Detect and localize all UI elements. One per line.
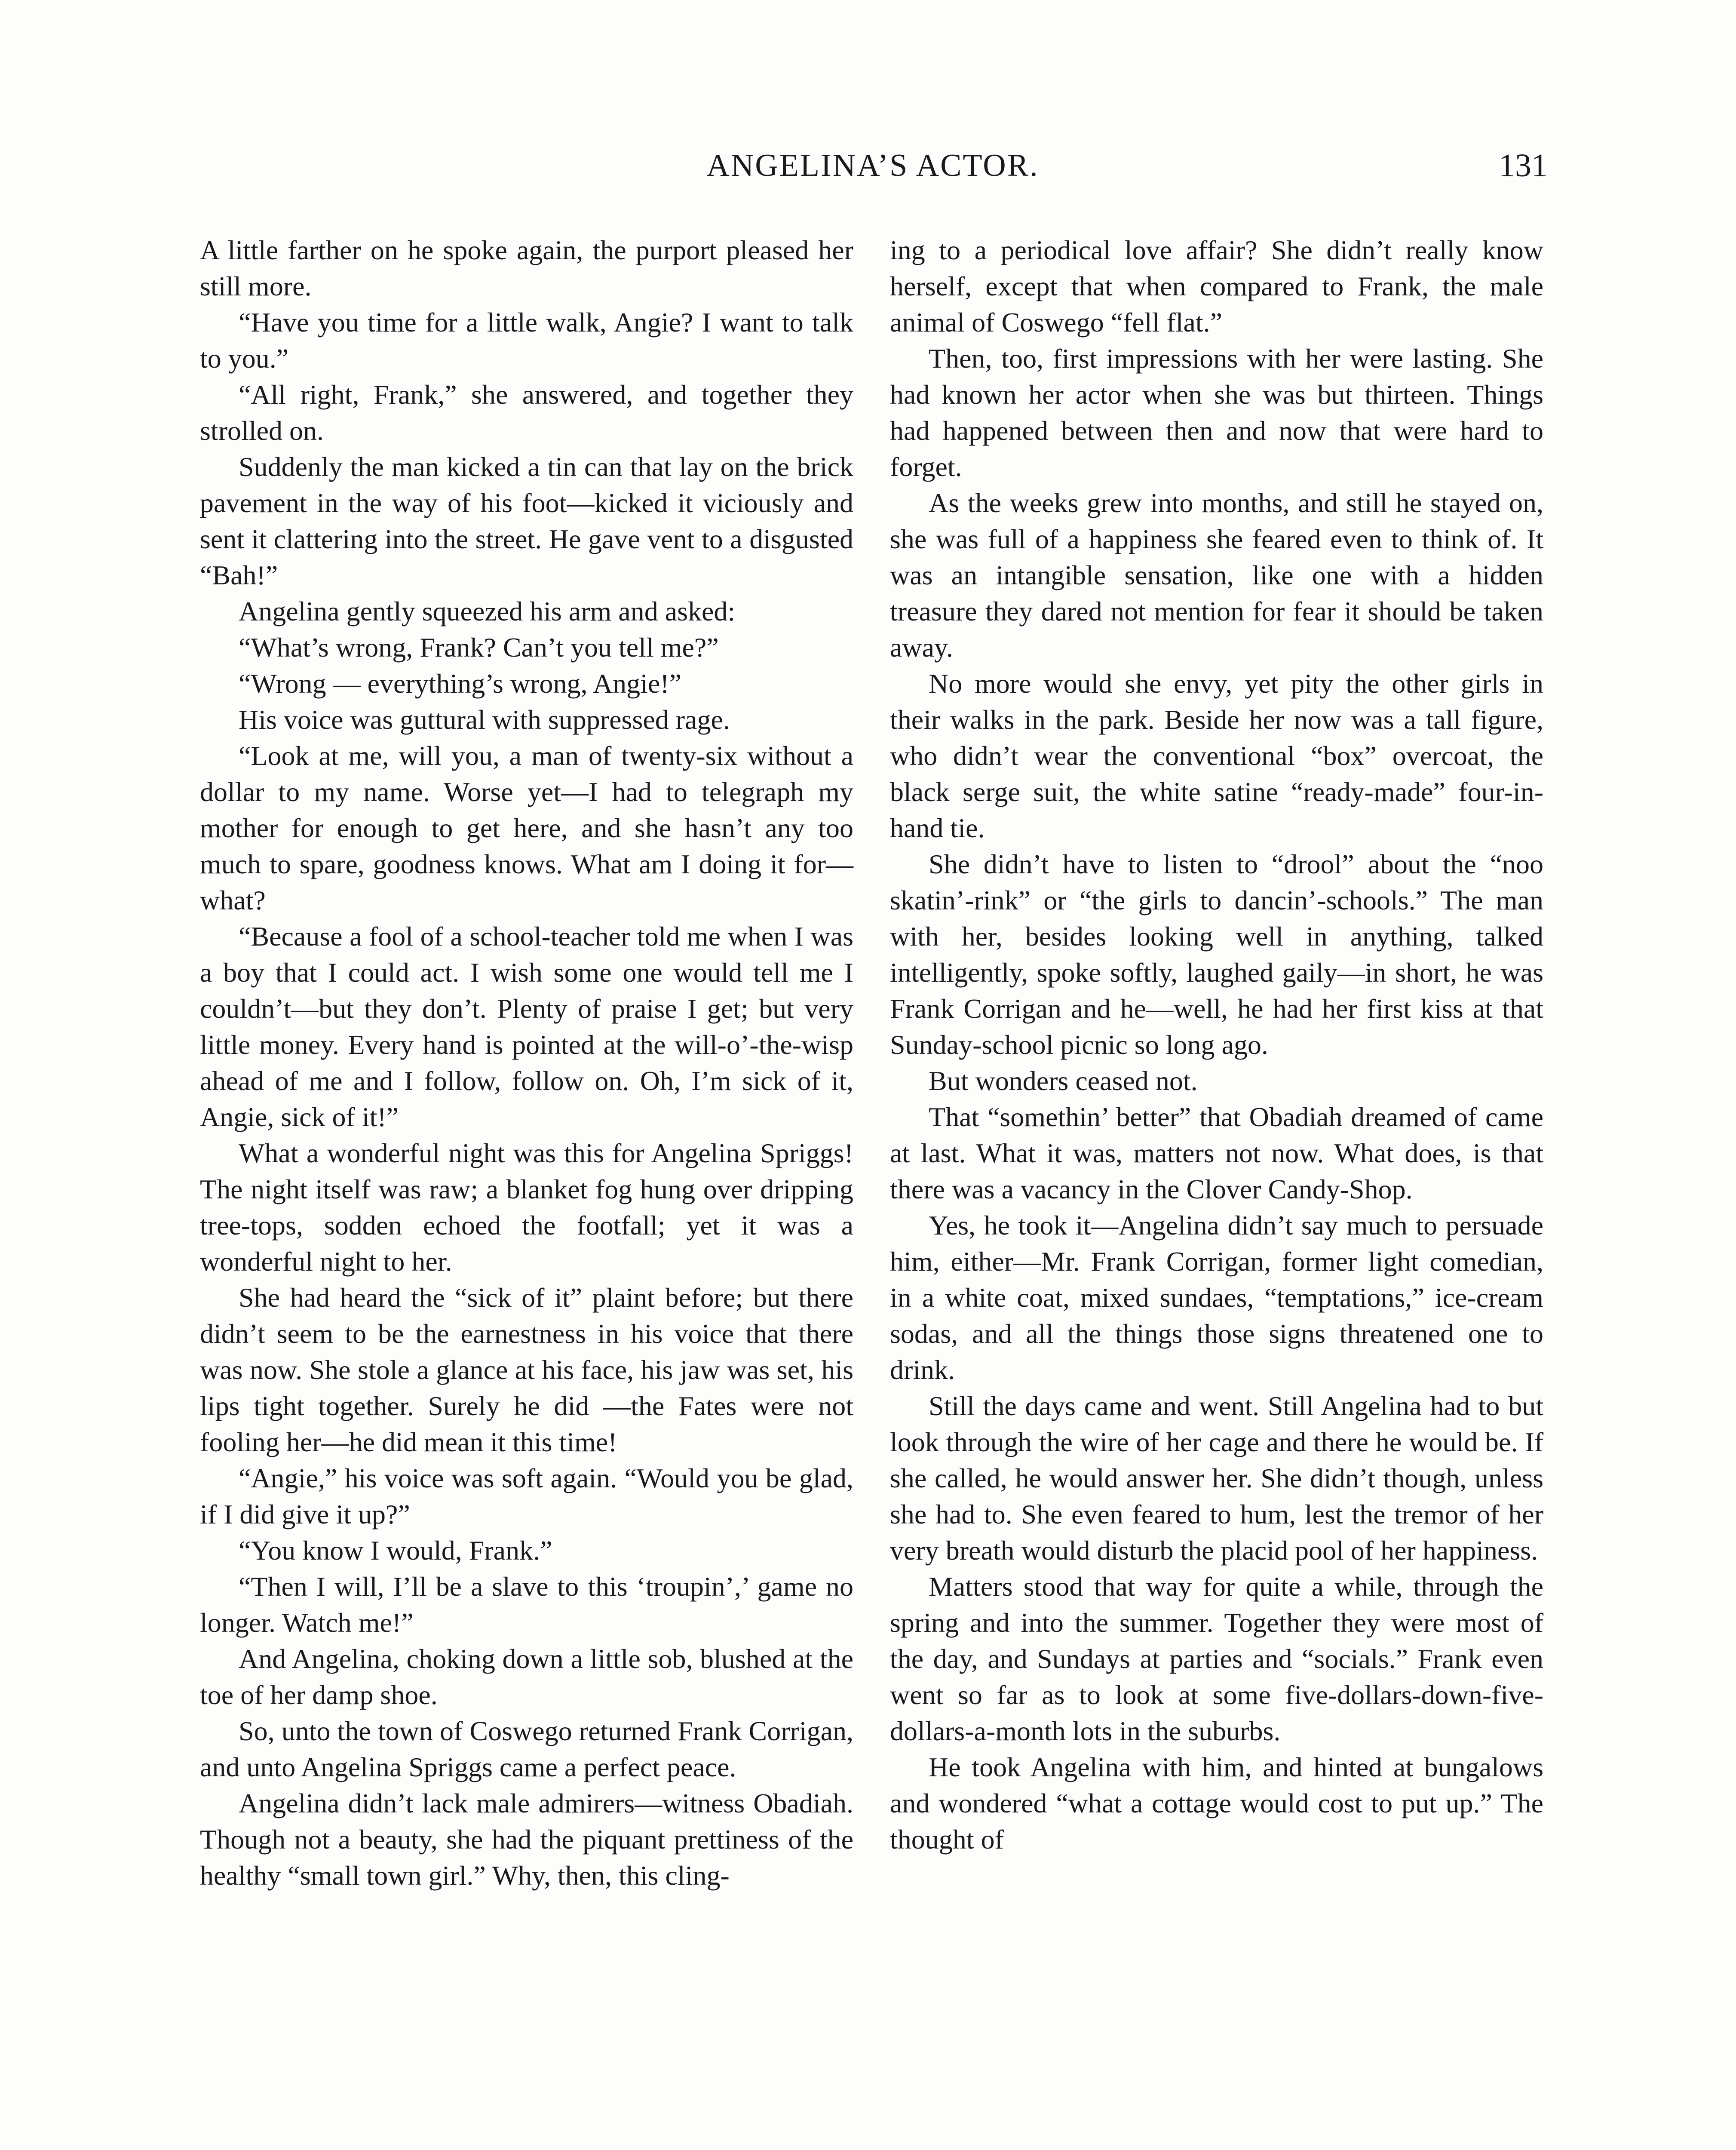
paragraph: As the weeks grew into months, and still he stayed on, she was full of a happiness she feared even to think of. It was an intangible sensation, like one with a hidden treasure they dared not mention for fear it should be taken away.	[890, 488, 1543, 663]
paragraph: And Angelina, choking down a little sob, blushed at the toe of her damp shoe.	[200, 1643, 853, 1710]
paragraph: “Angie,” his voice was soft again. “Would you be glad, if I did give it up?”	[200, 1463, 853, 1530]
paragraph: “All right, Frank,” she answered, and together they strolled on.	[200, 379, 853, 446]
paragraph: “You know I would, Frank.”	[239, 1535, 552, 1566]
paragraph: His voice was guttural with suppressed rage.	[239, 704, 730, 735]
continued-paragraph: ing to a periodical love affair? She didn’t really know herself, except that when compared to Frank, the male animal of Coswego “fell flat.”	[890, 235, 1543, 338]
paragraph: No more would she envy, yet pity the other girls in their walks in the park. Beside her now was a tall figure, who didn’t wear the conventional “box” overcoat, the black serge suit, the white satine “ready-made” four-in-hand tie.	[890, 668, 1543, 843]
paragraph: Then, too, first impressions with her were lasting. She had known her actor when she was but thirteen. Things had happened between then and now that were hard to forget.	[890, 343, 1543, 482]
paragraph: She had heard the “sick of it” plaint before; but there didn’t seem to be the earnestness in his voice that there was now. She stole a glance at his face, his jaw was set, his lips tight together. Surely he did —the Fates were not fooling her—he did mean it this time!	[200, 1282, 853, 1457]
paragraph: “Then I will, I’ll be a slave to this ‘troupin’,’ game no longer. Watch me!”	[200, 1571, 853, 1638]
paragraph: Angelina gently squeezed his arm and asked:	[239, 596, 736, 627]
paragraph: Yes, he took it—Angelina didn’t say much to persuade him, either—Mr. Frank Corrigan, former light comedian, in a white coat, mixed sundaes, “temptations,” ice-cream sodas, and all the things those signs threatened one to drink.	[890, 1210, 1543, 1385]
paragraph: He took Angelina with him, and hinted at bungalows and wondered “what a cottage would cost to put up.” The thought of	[890, 1752, 1543, 1855]
paragraph: Still the days came and went. Still Angelina had to but look through the wire of her cage and there he would be. If she called, he would answer her. She didn’t though, unless she had to. She even feared to hum, lest the tremor of her very breath would disturb the placid pool of her happiness.	[890, 1391, 1543, 1566]
page-number: 131	[1499, 147, 1548, 184]
paragraph: She didn’t have to listen to “drool” about the “noo skatin’-rink” or “the girls to dancin’-schools.” The man with her, besides looking well in anything, talked intelligently, spoke softly, laughed gaily—in short, he was Frank Corrigan and he—well, he had her first kiss at that Sunday-school picnic so long ago.	[890, 849, 1543, 1060]
continued-paragraph: A little farther on he spoke again, the purport pleased her still more.	[200, 235, 853, 301]
paragraph: Angelina didn’t lack male admirers—witness Obadiah. Though not a beauty, she had the piquant prettiness of the healthy “small town girl.” Why, then, this cling-	[200, 1788, 853, 1891]
paragraph: “Wrong — everything’s wrong, Angie!”	[239, 668, 682, 699]
left-column	[200, 232, 853, 1894]
paragraph: But wonders ceased not.	[929, 1066, 1198, 1096]
paragraph: What a wonderful night was this for Angelina Spriggs! The night itself was raw; a blanket fog hung over dripping tree-tops, sodden echoed the footfall; yet it was a wonderful night to her.	[200, 1138, 853, 1277]
paragraph: Matters stood that way for quite a while, through the spring and into the summer. Together they were most of the day, and Sundays at parties and “socials.” Frank even went so far as to look at some five-dollars-down-five-dollars-a-month lots in the suburbs.	[890, 1571, 1543, 1746]
paragraph: “What’s wrong, Frank? Can’t you tell me?”	[239, 632, 719, 663]
paragraph: So, unto the town of Coswego returned Frank Corrigan, and unto Angelina Spriggs came a perfect peace.	[200, 1716, 853, 1782]
running-head	[198, 142, 1548, 189]
paragraph: “Because a fool of a school-teacher told me when I was a boy that I could act. I wish some one would tell me I couldn’t—but they don’t. Plenty of praise I get; but very little money. Every hand is pointed at the will-o’-the-wisp ahead of me and I follow, follow on. Oh, I’m sick of it, Angie, sick of it!”	[200, 921, 853, 1132]
paragraph: “Look at me, will you, a man of twenty-six without a dollar to my name. Worse yet—I had to telegraph my mother for enough to get here, and she hasn’t any too much to spare, goodness knows. What am I doing it for—what?	[200, 740, 853, 915]
paragraph: “Have you time for a little walk, Angie? I want to talk to you.”	[200, 307, 853, 374]
right-column	[890, 232, 1543, 1858]
paragraph: That “somethin’ better” that Obadiah dreamed of came at last. What it was, matters not now. What does, is that there was a vacancy in the Clover Candy-Shop.	[890, 1102, 1543, 1204]
running-title: ANGELINA’S ACTOR.	[706, 148, 1039, 183]
paragraph: Suddenly the man kicked a tin can that lay on the brick pavement in the way of his foot—kicked it viciously and sent it clattering into the street. He gave vent to a disgusted “Bah!”	[200, 452, 853, 590]
